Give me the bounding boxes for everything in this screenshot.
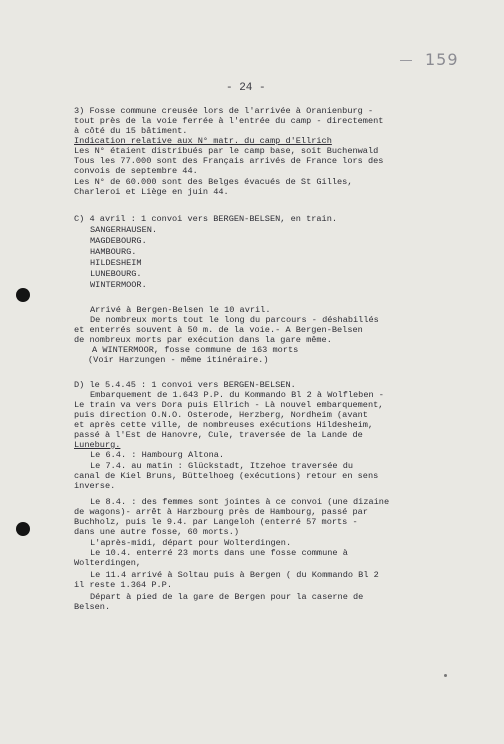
text-line: Arrivé à Bergen-Belsen le 10 avril. xyxy=(90,305,271,315)
text-line: De nombreux morts tout le long du parcours - déshabillés xyxy=(90,315,379,325)
text-line: de wagons)- arrêt à Harzbourg près de Hambourg, passé par xyxy=(74,507,368,517)
text-line: Tous les 77.000 sont des Français arrivés de France lors des xyxy=(74,156,384,166)
text-line: Charleroi et Liège en juin 44. xyxy=(74,187,229,197)
text-line: à côté du 15 bâtiment. xyxy=(74,126,188,136)
text-line: dans une autre fosse, 60 morts.) xyxy=(74,527,240,537)
itinerary-stop: HILDESHEIM xyxy=(90,258,142,268)
section-c-heading: C) 4 avril : 1 convoi vers BERGEN-BELSEN, en train. xyxy=(74,214,338,224)
text-line: Le 7.4. au matin : Glückstadt, Itzehoe traversée du xyxy=(90,461,354,471)
text-line: canal de Kiel Bruns, Büttelhoeg (exécutions) retour en sens xyxy=(74,471,379,481)
page-number: - 24 - xyxy=(226,82,266,94)
text-line: inverse. xyxy=(74,481,116,491)
text-line: et enterrés souvent à 50 m. de la voie.- A Bergen-Belsen xyxy=(74,325,363,335)
text-line: convois de septembre 44. xyxy=(74,166,198,176)
text-line: Le 11.4 arrivé à Soltau puis à Bergen ( du Kommando Bl 2 xyxy=(90,570,379,580)
text-line: puis direction O.N.O. Osterode, Herzberg, Nordheim (avant xyxy=(74,410,368,420)
punch-hole-top xyxy=(16,288,30,302)
text-line: A WINTERMOOR, fosse commune de 163 morts xyxy=(92,345,299,355)
text-line: il reste 1.364 P.P. xyxy=(74,580,172,590)
itinerary-stop: SANGERHAUSEN. xyxy=(90,225,158,235)
text-line: Le 8.4. : des femmes sont jointes à ce convoi (une dizaine xyxy=(90,497,390,507)
text-line: Le 6.4. : Hambourg Altona. xyxy=(90,450,225,460)
text-line: 3) Fosse commune creusée lors de l'arrivée à Oranienburg - xyxy=(74,106,374,116)
section-d-heading: D) le 5.4.45 : 1 convoi vers BERGEN-BELSEN. xyxy=(74,380,296,390)
itinerary-stop: WINTERMOOR. xyxy=(90,280,147,290)
text-line: tout près de la voie ferrée à l'entrée du camp - directement xyxy=(74,116,384,126)
text-line: Départ à pied de la gare de Bergen pour la caserne de xyxy=(90,592,364,602)
stamp-dash xyxy=(400,60,412,61)
itinerary-stop: LUNEBOURG. xyxy=(90,269,142,279)
text-line: Luneburg. xyxy=(74,440,121,450)
text-line: Wolterdingen, xyxy=(74,558,142,568)
archive-page-stamp: 159 xyxy=(425,50,459,69)
text-line: Belsen. xyxy=(74,602,111,612)
text-line: et après cette ville, de nombreuses exécutions Hildesheim, xyxy=(74,420,374,430)
text-line: Buchholz, puis le 9.4. par Langeloh (enterré 57 morts - xyxy=(74,517,358,527)
section-heading: Indication relative aux N° matr. du camp d'Ellrich xyxy=(74,136,332,146)
text-line: Embarquement de 1.643 P.P. du Kommando Bl 2 à Wolfleben - xyxy=(90,390,384,400)
text-line: L'après-midi, départ pour Wolterdingen. xyxy=(90,538,292,548)
itinerary-stop: HAMBOURG. xyxy=(90,247,137,257)
text-line: Les N° de 60.000 sont des Belges évacués de St Gilles, xyxy=(74,177,353,187)
text-line: Le 10.4. enterré 23 morts dans une fosse commune à xyxy=(90,548,348,558)
text-line: Le train va vers Dora puis Ellrich - Là nouvel embarquement, xyxy=(74,400,384,410)
text-line: (Voir Harzungen - même itinéraire.) xyxy=(88,355,269,365)
text-line: Les N° étaient distribués par le camp base, soit Buchenwald xyxy=(74,146,379,156)
itinerary-stop: MAGDEBOURG. xyxy=(90,236,147,246)
paper-speck xyxy=(444,674,447,677)
punch-hole-bottom xyxy=(16,522,30,536)
text-line: de nombreux morts par exécution dans la gare même. xyxy=(74,335,332,345)
text-line: passé à l'Est de Hanovre, Cule, traversée de la Lande de xyxy=(74,430,363,440)
